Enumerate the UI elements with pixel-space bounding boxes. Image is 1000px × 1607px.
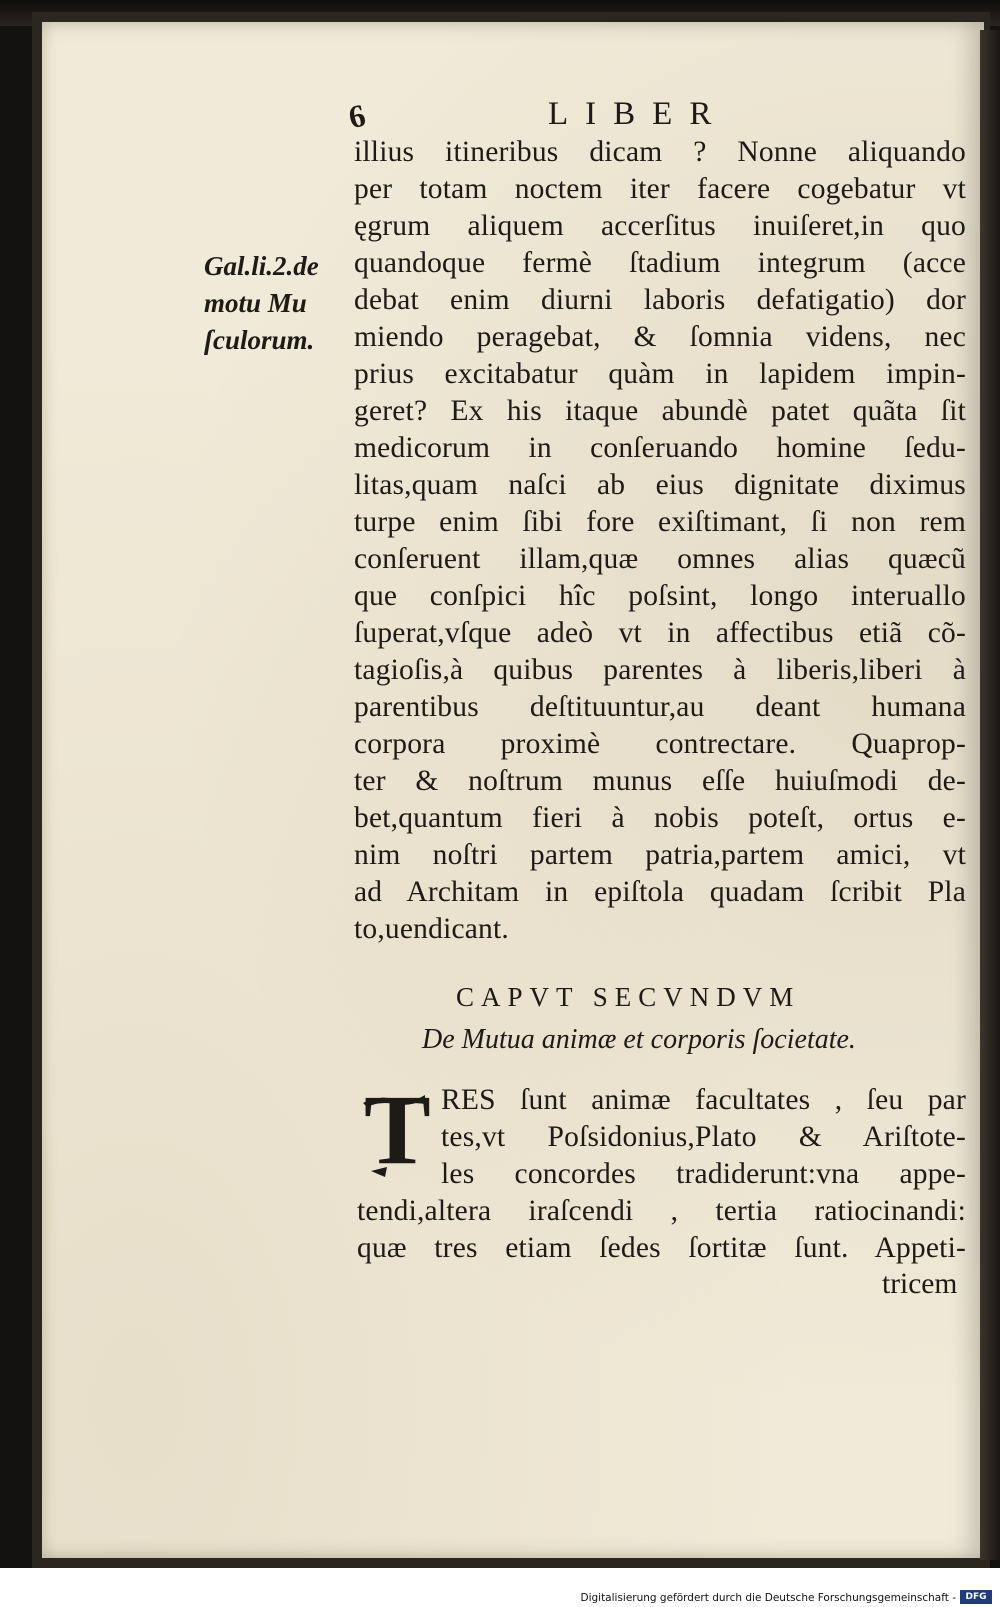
marginal-note-line: motu Mu [204, 288, 307, 318]
text-line: medicorum in conſeruando homine ſedu- [354, 432, 966, 464]
text-line: to,uendicant. [354, 913, 509, 945]
text-line: que conſpici hîc poſsint, longo interuallo [354, 580, 966, 612]
text-line: tes,vt Poſsidonius,Plato & Ariſtote- [441, 1121, 966, 1153]
text-line: conſeruent illam,quæ omnes alias quæcũ [354, 543, 966, 575]
text-line: debat enim diurni laboris defatigatio) dor [354, 284, 966, 316]
text-line: nim noſtri partem patria,partem amici, vt [354, 839, 966, 871]
text-line: litas,quam naſci ab eius dignitate diximus [354, 469, 966, 501]
text-line: per totam noctem iter facere cogebatur vt [354, 173, 966, 205]
marginal-note [204, 248, 319, 359]
page-gutter-edge [980, 30, 1000, 1560]
digitization-credit: Digitalisierung gefördert durch die Deutsche Forschungsgemeinschaft - [580, 1592, 956, 1604]
text-line: miendo peragebat, & ſomnia videns, nec [354, 321, 966, 353]
text-line: tendi,altera iraſcendi , tertia ratiocinandi: [357, 1195, 966, 1227]
body-text [354, 134, 966, 948]
text-line: tagioſis,à quibus parentes à liberis,liberi à [354, 654, 966, 686]
text-line: les concordes tradiderunt:vna appe- [441, 1158, 966, 1190]
marginal-note-line: Gal.li.2.de [204, 251, 319, 281]
text-line: ter & noſtrum munus eſſe huiuſmodi de- [354, 765, 966, 797]
drop-cap-initial: T [364, 1074, 431, 1185]
text-line: illius itineribus dicam ? Nonne aliquando [354, 136, 966, 168]
chapter-paragraph [357, 1193, 966, 1267]
text-line: ſuperat,vſque adeò vt in affectibus etiã cõ- [354, 617, 966, 649]
text-line: ęgrum aliquem accerſitus inuiſeret,in quo [354, 210, 966, 242]
text-line: corpora proximè contrectare. Quaprop- [354, 728, 966, 760]
text-line: ad Architam in epiſtola quadam ſcribit Pla [354, 876, 966, 908]
chapter-heading: CAPVT SECVNDVM [456, 982, 801, 1012]
text-line: RES ſunt animæ facultates , ſeu par [441, 1084, 966, 1116]
catchword: tricem [882, 1268, 958, 1300]
chapter-paragraph-indented [441, 1082, 966, 1193]
page-number: 6 [345, 96, 369, 136]
text-line: turpe enim ſibi fore exiſtimant, ſi non rem [354, 506, 966, 538]
text-line: parentibus deſtituuntur,au deant humana [354, 691, 966, 723]
text-line: quæ tres etiam ſedes ſortitæ ſunt. Appeti- [357, 1232, 966, 1264]
text-line: quandoque fermè ſtadium integrum (acce [354, 247, 966, 279]
marginal-note-line: ſculorum. [204, 325, 315, 355]
text-line: bet,quantum fieri à nobis poteſt, ortus e- [354, 802, 966, 834]
running-head: LIBER [548, 96, 729, 132]
text-line: geret? Ex his itaque abundè patet quãta ſit [354, 395, 966, 427]
chapter-subtitle: De Mutua animæ et corporis ſocietate. [422, 1024, 856, 1055]
text-line: prius excitabatur quàm in lapidem impin- [354, 358, 966, 390]
dfg-logo: DFG [960, 1590, 992, 1604]
